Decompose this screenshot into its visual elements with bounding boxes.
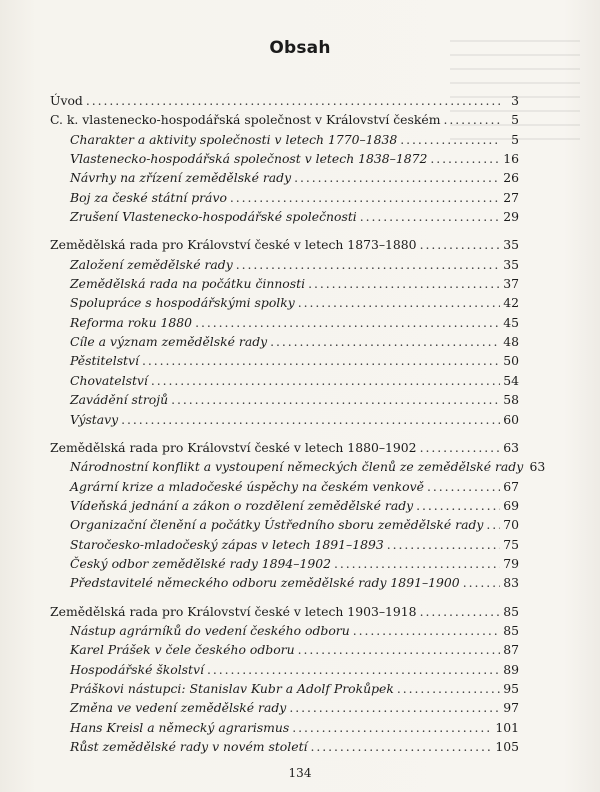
dot-leader (289, 698, 500, 717)
toc-subentry (50, 410, 519, 429)
dot-leader (397, 679, 500, 698)
toc-entry-page: 16 (503, 151, 519, 167)
toc-chapter-entry (50, 110, 519, 129)
toc-entry-page: 37 (503, 276, 519, 292)
toc-entry-label: Staročesko-mladočeský zápas v letech 1891–1893 (70, 536, 384, 552)
toc-entry-label: Spolupráce s hospodářskými spolky (70, 295, 295, 311)
toc-entry-label: Zemědělská rada pro Království české v letech 1873–1880 (50, 237, 417, 253)
toc-subentry (50, 390, 519, 409)
toc-subentry (50, 149, 519, 168)
toc-chapter-entry (50, 438, 519, 457)
dot-leader (443, 110, 500, 129)
dot-leader (298, 640, 500, 659)
toc-entry-page: 35 (503, 237, 519, 253)
toc-subentry (50, 332, 519, 351)
toc-entry-label: Práškovi nástupci: Stanislav Kubr a Adolf Prokůpek (70, 680, 394, 696)
dot-leader (430, 149, 500, 168)
toc-subentry (50, 293, 519, 312)
toc-entry-page: 87 (503, 642, 519, 658)
toc-subentry (50, 168, 519, 187)
toc-entry-label: Charakter a aktivity společnosti v letech 1770–1838 (70, 131, 398, 147)
toc-entry-page: 5 (511, 112, 519, 128)
toc-entry-label: Český odbor zemědělské rady 1894–1902 (70, 555, 332, 571)
dot-leader (463, 573, 500, 592)
dot-leader (270, 332, 500, 351)
toc-entry-page: 45 (503, 314, 519, 330)
dot-leader (311, 737, 493, 756)
dot-leader (420, 235, 500, 254)
toc-subentry (50, 621, 519, 640)
dot-leader (298, 293, 500, 312)
dot-leader (308, 274, 500, 293)
dot-leader (86, 91, 500, 110)
toc-entry-page: 97 (503, 700, 519, 716)
toc-entry-page: 54 (503, 372, 519, 388)
toc-entry-page: 5 (511, 131, 519, 147)
toc-entry-label: Úvod (50, 93, 83, 108)
toc-chapter-entry (50, 602, 519, 621)
toc-chapter-entry (50, 235, 519, 254)
toc-subentry (50, 371, 519, 390)
toc-subentry (50, 535, 519, 554)
toc-subentry (50, 554, 519, 573)
toc-entry-label: Karel Prášek v čele českého odboru (70, 642, 295, 658)
dot-leader (292, 718, 492, 737)
toc-entry-page: 95 (503, 680, 519, 696)
toc-entry-page: 89 (503, 661, 519, 677)
toc-entry-label: Založení zemědělské rady (70, 256, 233, 272)
table-of-contents (50, 91, 546, 756)
toc-entry-page: 50 (503, 353, 519, 369)
toc-entry-label: Zavádění strojů (70, 392, 169, 408)
toc-entry-page: 83 (503, 575, 519, 591)
toc-entry-label: Zemědělská rada na počátku činnosti (70, 276, 306, 292)
toc-subentry (50, 660, 519, 679)
dot-leader (387, 535, 500, 554)
toc-subentry (50, 737, 519, 756)
toc-entry-label: Nástup agrárníků do vedení českého odboru (70, 622, 350, 638)
toc-subentry (50, 457, 546, 476)
toc-entry-page: 85 (503, 622, 519, 638)
toc-entry-label: Změna ve vedení zemědělské rady (70, 700, 287, 716)
toc-subentry (50, 640, 519, 659)
toc-subentry (50, 274, 519, 293)
toc-entry-label: Pěstitelství (70, 353, 139, 369)
toc-entry-label: Reforma roku 1880 (70, 314, 193, 330)
toc-subentry (50, 130, 519, 149)
toc-entry-page: 105 (495, 739, 519, 754)
toc-subentry (50, 496, 519, 515)
toc-entry-page: 79 (503, 555, 519, 571)
toc-subentry (50, 477, 519, 496)
dot-leader (171, 390, 500, 409)
toc-entry-page: 3 (511, 93, 519, 108)
toc-entry-page: 58 (503, 392, 519, 408)
dot-leader (416, 496, 500, 515)
dot-leader (334, 554, 500, 573)
toc-entry-label: Cíle a význam zemědělské rady (70, 334, 268, 350)
toc-entry-page: 35 (503, 256, 519, 272)
toc-subentry (50, 255, 519, 274)
toc-entry-label: Chovatelství (70, 372, 148, 388)
toc-entry-label: Organizační členění a počátky Ústředního sboru zemědělské rady (70, 517, 484, 533)
dot-leader (207, 660, 500, 679)
toc-subentry (50, 698, 519, 717)
toc-subentry (50, 351, 519, 370)
toc-entry-label: Představitelé německého odboru zemědělské rady 1891–1900 (70, 575, 460, 591)
toc-entry-page: 70 (503, 517, 519, 533)
dot-leader (151, 371, 500, 390)
dot-leader (230, 188, 500, 207)
toc-entry-label: Růst zemědělské rady v novém století (70, 739, 308, 754)
dot-leader (360, 207, 500, 226)
toc-entry-label: Zrušení Vlastenecko-hospodářské společnosti (70, 209, 357, 225)
toc-entry-page: 60 (503, 411, 519, 427)
dot-leader (400, 130, 500, 149)
toc-entry-label: C. k. vlastenecko-hospodářská společnost v Království českém (50, 112, 441, 128)
toc-entry-page: 27 (503, 189, 519, 205)
toc-entry-label: Vídeňská jednání a zákon o rozdělení zemědělské rady (70, 497, 414, 513)
dot-leader (294, 168, 500, 187)
toc-entry-page: 63 (503, 439, 519, 455)
toc-subentry (50, 573, 519, 592)
toc-entry-page: 26 (503, 170, 519, 186)
toc-entry-label: Hospodářské školství (70, 661, 204, 677)
toc-entry-label: Zemědělská rada pro Království české v letech 1880–1902 (50, 439, 417, 455)
toc-entry-page: 101 (495, 719, 519, 735)
dot-leader (420, 602, 500, 621)
toc-subentry (50, 679, 519, 698)
toc-entry-label: Boj za české státní právo (70, 189, 227, 205)
toc-entry-page: 75 (503, 536, 519, 552)
toc-subentry (50, 515, 519, 534)
toc-entry-label: Hans Kreisl a německý agrarismus (70, 719, 290, 735)
dot-leader (121, 410, 500, 429)
toc-subentry (50, 718, 519, 737)
toc-entry-label: Vlastenecko-hospodářská společnost v letech 1838–1872 (70, 151, 428, 167)
toc-subentry (50, 207, 519, 226)
toc-entry-label: Agrární krize a mladočeské úspěchy na českém venkově (70, 478, 424, 494)
page-title: Obsah (269, 38, 331, 58)
toc-entry-page: 69 (503, 497, 519, 513)
toc-entry-label: Národnostní konflikt a vystoupení německých členů ze zemědělské rady (70, 459, 524, 475)
dot-leader (353, 621, 500, 640)
toc-subentry (50, 313, 519, 332)
toc-entry-page: 48 (503, 334, 519, 350)
toc-entry-label: Zemědělská rada pro Království české v letech 1903–1918 (50, 603, 417, 619)
toc-entry-page: 42 (503, 295, 519, 311)
dot-leader (486, 515, 500, 534)
toc-entry-label: Návrhy na zřízení zemědělské rady (70, 170, 292, 186)
dot-leader (420, 438, 500, 457)
dot-leader (427, 477, 500, 496)
dot-leader (195, 313, 500, 332)
toc-entry-page: 85 (503, 603, 519, 619)
toc-chapter-entry (50, 91, 519, 110)
dot-leader (236, 255, 500, 274)
toc-entry-page: 67 (503, 478, 519, 494)
toc-entry-label: Výstavy (70, 411, 119, 427)
toc-subentry (50, 188, 519, 207)
dot-leader (142, 351, 500, 370)
toc-entry-page: 63 (529, 459, 546, 475)
toc-entry-page: 29 (503, 209, 519, 225)
page-number: 134 (288, 766, 312, 780)
